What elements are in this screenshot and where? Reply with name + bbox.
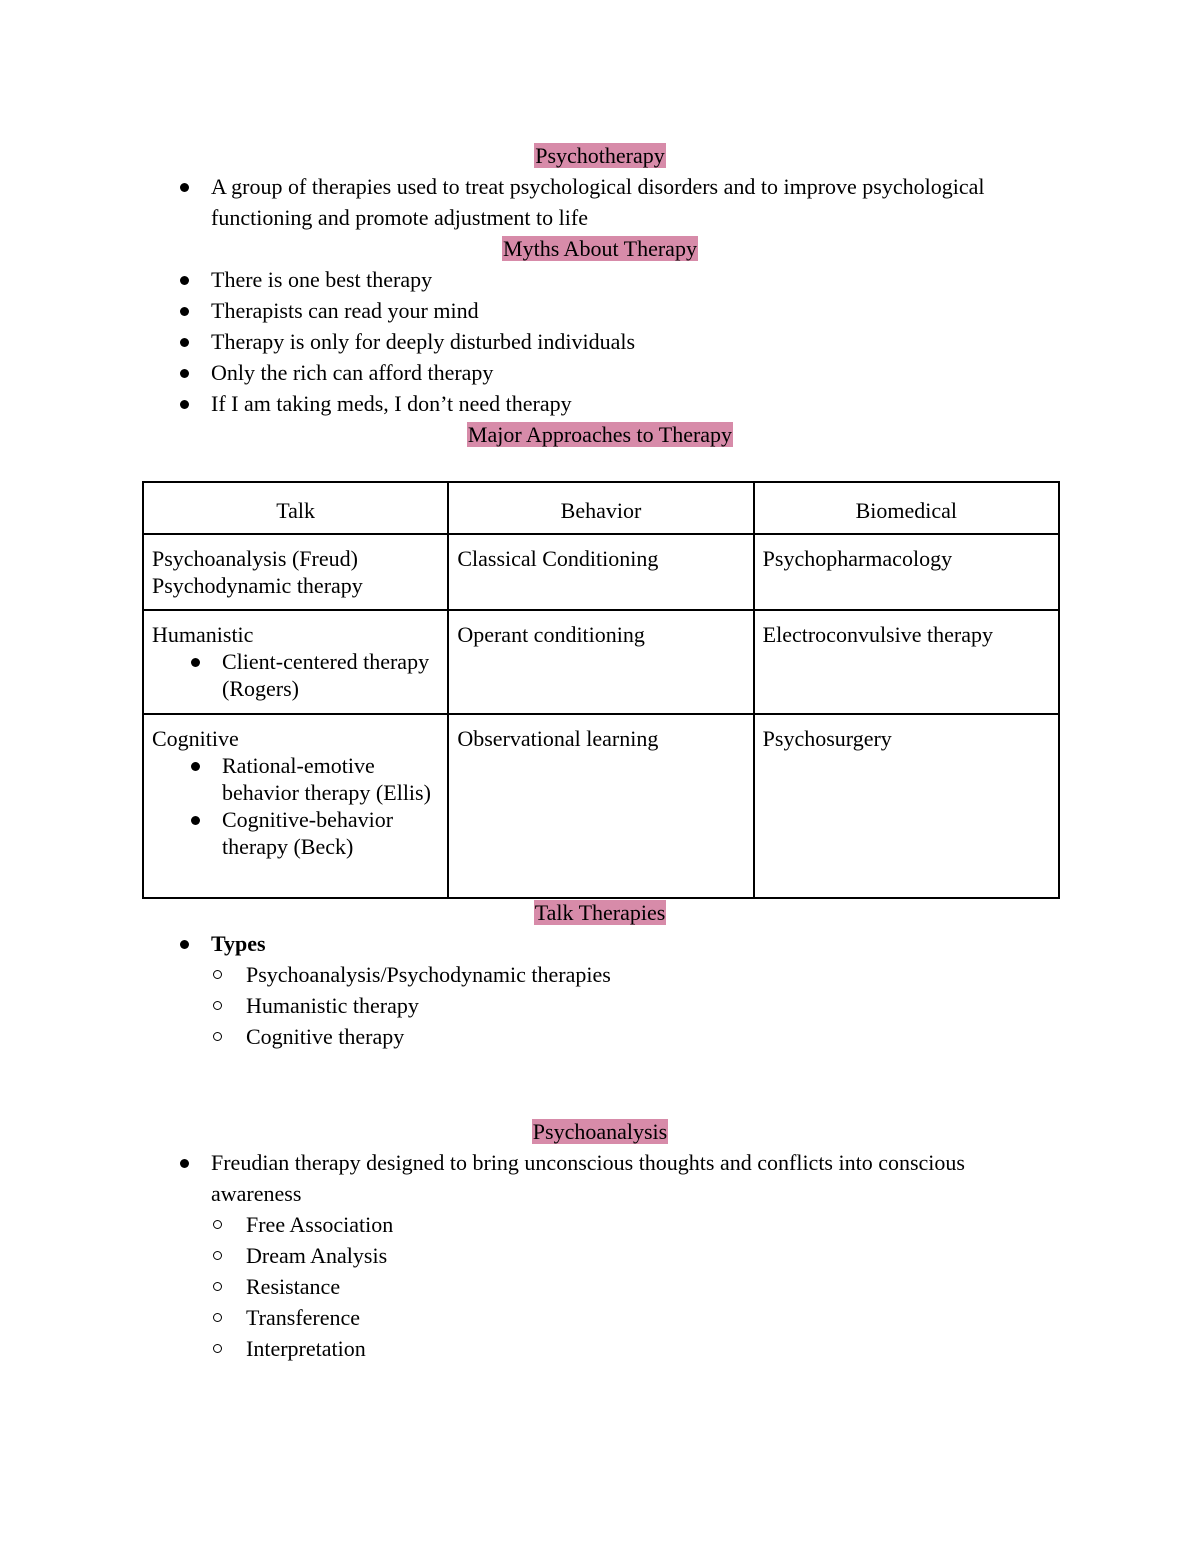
sub-list-item: Psychoanalysis/Psychodynamic therapies	[211, 959, 1046, 990]
types-label: Types	[211, 931, 266, 956]
list-item	[176, 1147, 1026, 1364]
myths-list	[176, 264, 1046, 419]
list-item: There is one best therapy	[176, 264, 1046, 295]
cell-text: Electroconvulsive therapy	[762, 622, 993, 647]
cell-bullet-list	[152, 752, 439, 860]
sub-list-item: Humanistic therapy	[211, 990, 1046, 1021]
list-item: Only the rich can afford therapy	[176, 357, 1046, 388]
cell-text: Cognitive	[152, 726, 239, 751]
table-cell-talk	[143, 534, 448, 610]
column-header-talk: Talk	[143, 482, 448, 534]
heading-text: Major Approaches to Therapy	[467, 422, 733, 447]
sub-list-item: Interpretation	[211, 1333, 1026, 1364]
list-item: Therapy is only for deeply disturbed individuals	[176, 326, 1046, 357]
list-item: Therapists can read your mind	[176, 295, 1046, 326]
heading-text: Psychotherapy	[535, 143, 665, 168]
cell-text: Classical Conditioning	[457, 546, 659, 571]
table-cell-talk	[143, 610, 448, 714]
talk-therapies-list	[176, 928, 1046, 1052]
heading-text: Psychoanalysis	[532, 1119, 668, 1144]
cell-list-item: Client-centered therapy (Rogers)	[187, 648, 439, 702]
cell-text: Psychopharmacology	[762, 546, 953, 571]
heading-text: Talk Therapies	[534, 900, 666, 925]
column-header-behavior: Behavior	[448, 482, 753, 534]
heading-text: Myths About Therapy	[503, 236, 697, 261]
sub-list-item: Dream Analysis	[211, 1240, 1026, 1271]
cell-text: Humanistic	[152, 622, 254, 647]
approaches-table	[142, 481, 1060, 899]
list-item	[176, 928, 1046, 1052]
list-item: If I am taking meds, I don’t need therapy	[176, 388, 1046, 419]
table-row	[143, 714, 1059, 898]
psychoanalysis-list	[176, 1147, 1026, 1364]
column-header-biomedical: Biomedical	[754, 482, 1059, 534]
sub-list-item: Cognitive therapy	[211, 1021, 1046, 1052]
table-cell-behavior	[448, 534, 753, 610]
cell-list-item: Cognitive-behavior therapy (Beck)	[187, 806, 439, 860]
cell-line: Psychodynamic therapy	[152, 573, 363, 598]
heading-talk-therapies	[0, 897, 1200, 928]
techniques-sublist	[211, 1209, 1026, 1364]
cell-line: Psychoanalysis (Freud)	[152, 546, 358, 571]
list-item: A group of therapies used to treat psychological disorders and to improve psychological functioning and promote adjustment to life	[176, 171, 1046, 233]
sub-list-item: Free Association	[211, 1209, 1026, 1240]
cell-bullet-list	[152, 648, 439, 702]
table-cell-biomedical	[754, 534, 1059, 610]
table-cell-talk	[143, 714, 448, 898]
table-cell-biomedical	[754, 714, 1059, 898]
table-cell-behavior	[448, 714, 753, 898]
cell-list-item: Rational-emotive behavior therapy (Ellis)	[187, 752, 439, 806]
table-row	[143, 534, 1059, 610]
list-item-text: Freudian therapy designed to bring unconscious thoughts and conflicts into conscious awareness	[211, 1150, 965, 1206]
heading-psychoanalysis	[0, 1116, 1200, 1147]
cell-text: Operant conditioning	[457, 622, 645, 647]
heading-myths	[0, 233, 1200, 264]
sub-list-item: Transference	[211, 1302, 1026, 1333]
heading-psychotherapy	[0, 140, 1200, 171]
psychotherapy-list	[176, 171, 1046, 233]
sub-list-item: Resistance	[211, 1271, 1026, 1302]
types-sublist	[211, 959, 1046, 1052]
cell-text: Observational learning	[457, 726, 659, 751]
heading-major-approaches	[0, 419, 1200, 450]
table-row	[143, 610, 1059, 714]
table-cell-biomedical	[754, 610, 1059, 714]
cell-text: Psychosurgery	[762, 726, 892, 751]
table-header-row	[143, 482, 1059, 534]
table-cell-behavior	[448, 610, 753, 714]
